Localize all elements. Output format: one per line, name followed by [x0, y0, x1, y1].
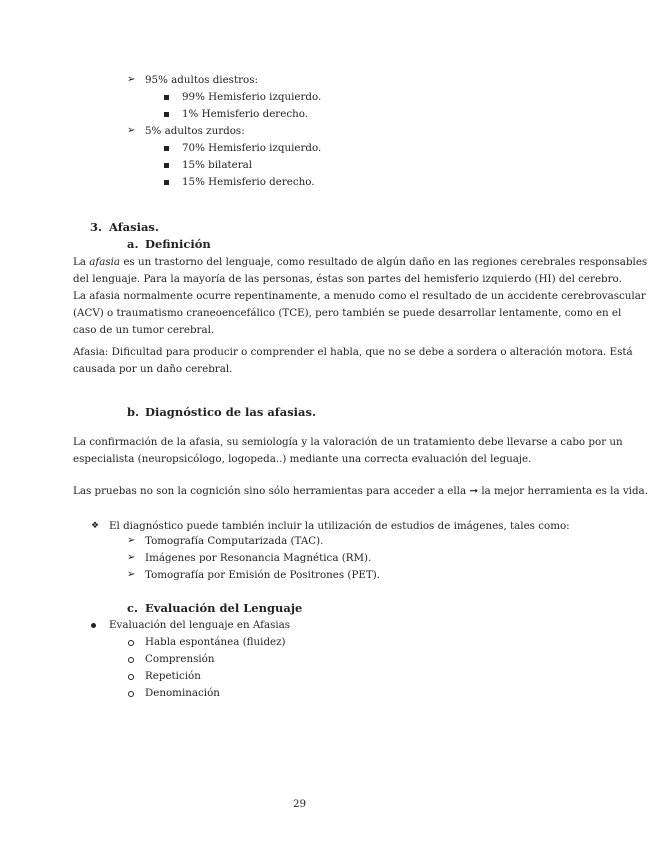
- section-number: 3.: [90, 220, 103, 234]
- subsection-title: Evaluación del Lenguaje: [145, 601, 303, 615]
- subsection-letter: a.: [127, 237, 139, 251]
- arrow-bullet-icon: ➢: [127, 125, 136, 136]
- list-item: Tomografía Computarizada (TAC).: [145, 535, 324, 547]
- circle-bullet-icon: [128, 640, 134, 646]
- subsection-letter: c.: [127, 601, 139, 615]
- square-bullet-icon: [164, 146, 169, 151]
- circle-bullet-icon: [128, 657, 134, 663]
- paragraph-line: caso de un tumor cerebral.: [73, 324, 215, 336]
- paragraph-line: La afasia es un trastorno del lenguaje, como resultado de algún daño en las regiones cerebrales responsables: [73, 256, 648, 268]
- list-item: Habla espontánea (fluidez): [145, 636, 286, 648]
- list-item: 15% bilateral: [182, 159, 253, 171]
- subsection-letter: b.: [127, 405, 140, 419]
- list-item: 99% Hemisferio izquierdo.: [182, 91, 322, 103]
- circle-bullet-icon: [128, 691, 134, 697]
- paragraph-line: Afasia: Dificultad para producir o comprender el habla, que no se debe a sordera o alteración motora. Está: [73, 346, 633, 358]
- paragraph-line: La afasia normalmente ocurre repentinamente, a menudo como el resultado de un accidente cerebrovascular: [73, 290, 646, 302]
- list-item: Tomografía por Emisión de Positrones (PET).: [145, 569, 381, 581]
- list-item: El diagnóstico puede también incluir la utilización de estudios de imágenes, tales como:: [109, 520, 570, 532]
- paragraph-line: del lenguaje. Para la mayoría de las personas, éstas son partes del hemisferio izquierdo (HI) del cerebro.: [73, 273, 622, 285]
- paragraph-line: especialista (neuropsicólogo, logopeda..) mediante una correcta evaluación del leguaje.: [73, 453, 532, 465]
- subsection-title: Definición: [145, 237, 211, 251]
- paragraph-line: (ACV) o traumatismo craneoencefálico (TCE), pero también se puede desarrollar lentamente, como en el: [73, 307, 622, 319]
- dot-bullet-icon: [91, 623, 96, 628]
- square-bullet-icon: [164, 163, 169, 168]
- list-item: 1% Hemisferio derecho.: [182, 108, 309, 120]
- arrow-bullet-icon: ➢: [127, 552, 136, 563]
- paragraph-line: causada por un daño cerebral.: [73, 363, 233, 375]
- arrow-bullet-icon: ➢: [127, 74, 136, 85]
- list-item: Comprensión: [145, 653, 215, 665]
- right-arrow-icon: ➞: [469, 485, 479, 497]
- list-item: 5% adultos zurdos:: [145, 125, 245, 137]
- list-item: 95% adultos diestros:: [145, 74, 258, 86]
- list-item: Denominación: [145, 687, 220, 699]
- square-bullet-icon: [164, 95, 169, 100]
- list-item: Imágenes por Resonancia Magnética (RM).: [145, 552, 372, 564]
- square-bullet-icon: [164, 112, 169, 117]
- list-item: Repetición: [145, 670, 201, 682]
- section-title: Afasias.: [109, 220, 159, 234]
- list-item: 70% Hemisferio izquierdo.: [182, 142, 322, 154]
- list-item: Evaluación del lenguaje en Afasias: [109, 619, 291, 631]
- diamond-bullet-icon: ❖: [91, 521, 100, 531]
- arrow-bullet-icon: ➢: [127, 569, 136, 580]
- subsection-title: Diagnóstico de las afasias.: [145, 405, 316, 419]
- square-bullet-icon: [164, 180, 169, 185]
- paragraph-line: La confirmación de la afasia, su semiología y la valoración de un tratamiento debe llevarse a cabo por un: [73, 436, 623, 448]
- list-item: 15% Hemisferio derecho.: [182, 176, 315, 188]
- paragraph-line: Las pruebas no son la cognición sino sólo herramientas para acceder a ella ➞ la mejor herramienta es la vida.: [73, 485, 648, 497]
- arrow-bullet-icon: ➢: [127, 535, 136, 546]
- circle-bullet-icon: [128, 674, 134, 680]
- page-number: 29: [293, 798, 307, 810]
